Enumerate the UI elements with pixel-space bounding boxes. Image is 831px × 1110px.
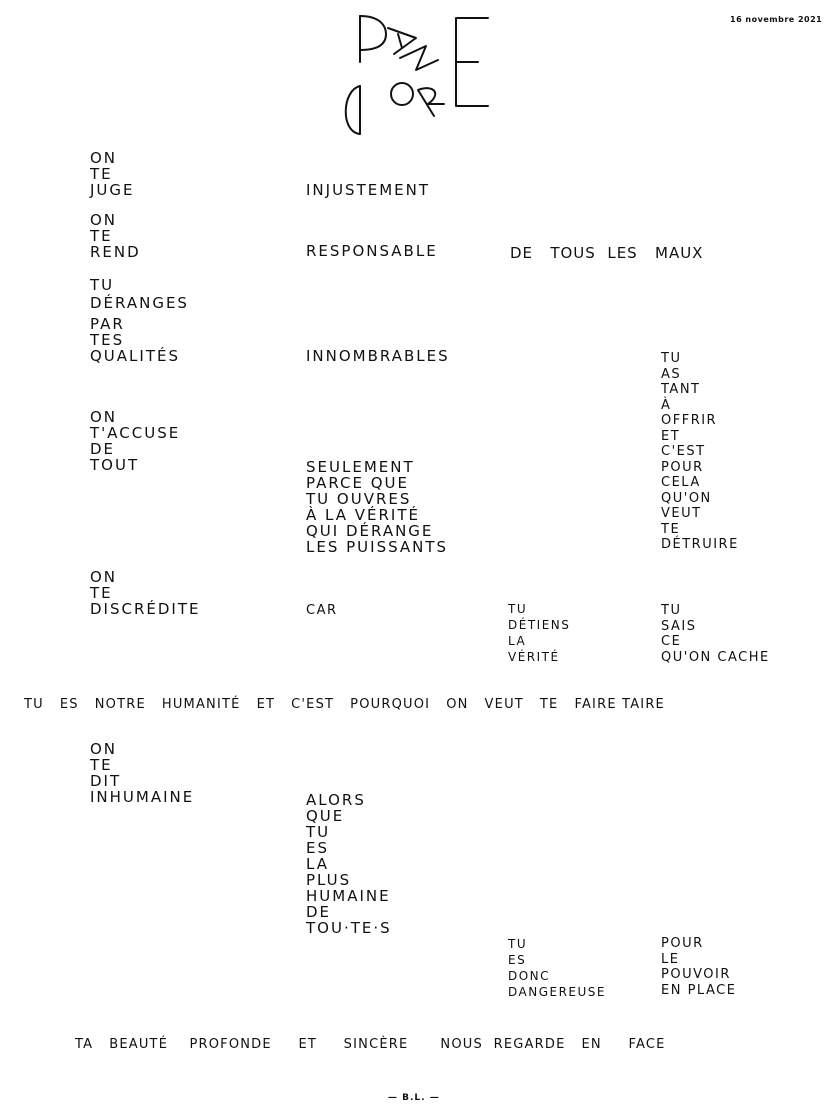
text-on-te-juge: ON TE JUGE (90, 149, 135, 199)
text-injustement: INJUSTEMENT (306, 181, 431, 199)
text-responsable: RESPONSABLE (306, 242, 438, 260)
text-pour-le-pouvoir: POUR LE POUVOIR EN PLACE (661, 936, 737, 998)
text-on-te-discredite: ON TE DISCRÉDITE (90, 568, 201, 618)
text-de-tous-les-maux: DE TOUS LES MAUX (510, 244, 704, 262)
text-innombrables: INNOMBRABLES (306, 347, 450, 365)
text-tu-es-donc-dangereuse: TU ES DONC DANGEREUSE (508, 937, 606, 999)
text-alors-que-tu-es: ALORS QUE TU ES LA PLUS HUMAINE DE TOU·TE·S (306, 791, 392, 937)
text-tu-deranges: TU DÉRANGES (90, 276, 189, 312)
text-tu-sais-ce: TU SAIS CE QU'ON CACHE (661, 603, 770, 665)
text-on-te-rend: ON TE REND (90, 211, 141, 261)
pandore-logo-drawing (338, 4, 496, 140)
text-on-t-accuse: ON T'ACCUSE DE TOUT (90, 408, 181, 474)
signature: — B.L. — (388, 1093, 440, 1103)
pandore-logo (338, 4, 496, 140)
date: 16 novembre 2021 (730, 15, 823, 24)
text-car: CAR (306, 603, 338, 618)
text-ta-beaute-profonde: TA BEAUTÉ PROFONDE ET SINCÈRE NOUS REGARDE EN FACE (75, 1037, 666, 1052)
text-seulement-parce-que: SEULEMENT PARCE QUE TU OUVRES À LA VÉRITÉ QUI DÉRANGE LES PUISSANTS (306, 458, 449, 556)
text-tu-detiens-la-verite: TU DÉTIENS LA VÉRITÉ (508, 602, 571, 664)
text-tu-es-notre-humanite: TU ES NOTRE HUMANITÉ ET C'EST POURQUOI ON VEUT TE FAIRE TAIRE (24, 697, 665, 712)
text-par-tes-qualites: PAR TES QUALITÉS (90, 315, 180, 365)
text-on-te-dit-inhumaine: ON TE DIT INHUMAINE (90, 740, 195, 806)
text-tu-as-tant-a-offrir: TU AS TANT À OFFRIR ET C'EST POUR CELA QU'ON VEUT TE DÉTRUIRE (661, 351, 739, 552)
